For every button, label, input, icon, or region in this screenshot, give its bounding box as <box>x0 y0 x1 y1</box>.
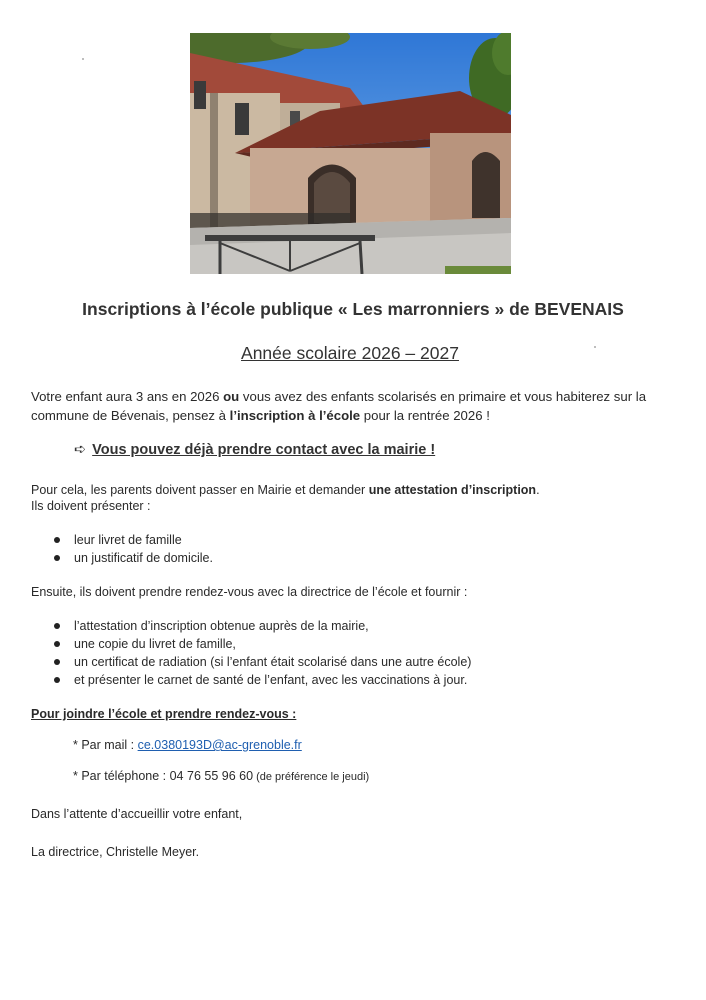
mairie-line-1-text: Pour cela, les parents doivent passer en Mairie et demander <box>31 483 369 497</box>
intro-bold-2: l’inscription à l’école <box>229 408 361 423</box>
bullet-icon <box>54 537 60 543</box>
arrow-icon: ➪ <box>74 442 87 458</box>
intro-paragraph <box>31 387 681 425</box>
list-item <box>52 531 213 549</box>
mail-label: * Par mail : <box>73 738 138 752</box>
phone-label: * Par téléphone : <box>73 769 170 783</box>
list-item <box>52 671 471 689</box>
page-title: Inscriptions à l’école publique « Les marronniers » de BEVENAIS <box>82 299 624 319</box>
phone-number: 04 76 55 96 60 <box>169 769 254 783</box>
intro-bold-1: ou <box>223 389 240 404</box>
bullet-icon <box>54 659 60 665</box>
ecole-intro: Ensuite, ils doivent prendre rendez-vous avec la directrice de l’école et fournir : <box>31 585 468 599</box>
ecole-documents-list <box>52 617 471 689</box>
mairie-callout <box>74 442 435 458</box>
list-item <box>52 617 471 635</box>
school-photo <box>190 33 511 274</box>
list-item-text: une copie du livret de famille, <box>74 637 236 651</box>
school-year-subtitle: Année scolaire 2026 – 2027 <box>241 343 459 363</box>
scan-speck <box>82 58 84 60</box>
contact-phone-line <box>73 767 369 786</box>
bullet-icon <box>54 623 60 629</box>
mairie-documents-list <box>52 531 213 567</box>
intro-text-1: Votre enfant aura 3 ans en 2026 <box>31 389 224 404</box>
list-item-text: et présenter le carnet de santé de l’enfant, avec les vaccinations à jour. <box>74 673 468 687</box>
bullet-icon <box>54 641 60 647</box>
contact-mail-line <box>73 736 302 754</box>
list-item-text: un certificat de radiation (si l’enfant était scolarisé dans une autre école) <box>74 655 472 669</box>
email-link[interactable]: ce.0380193D@ac-grenoble.fr <box>137 738 302 752</box>
list-item-text: l’attestation d’inscription obtenue auprès de la mairie, <box>74 619 369 633</box>
contact-heading: Pour joindre l’école et prendre rendez-vous : <box>31 707 297 721</box>
mairie-line-1-bold: une attestation d’inscription <box>368 483 537 497</box>
phone-note: (de préférence le jeudi) <box>253 771 370 783</box>
list-item <box>52 635 471 653</box>
bullet-icon <box>54 677 60 683</box>
closing-line: Dans l’attente d’accueillir votre enfant, <box>31 807 243 821</box>
intro-text-2: vous avez des enfants scolarisés en primaire et vous habiterez sur la commune de Bévenais, pensez à <box>31 389 647 423</box>
list-item <box>52 549 213 567</box>
mairie-line-1-end: . <box>536 483 540 497</box>
list-item-text: leur livret de famille <box>74 533 182 547</box>
intro-text-3: pour la rentrée 2026 ! <box>360 408 490 423</box>
bullet-icon <box>54 555 60 561</box>
list-item-text: un justificatif de domicile. <box>74 551 213 565</box>
signature: La directrice, Christelle Meyer. <box>31 845 200 859</box>
callout-text: Vous pouvez déjà prendre contact avec la mairie ! <box>92 442 436 458</box>
mairie-line-2: Ils doivent présenter : <box>31 499 151 513</box>
list-item <box>52 653 471 671</box>
